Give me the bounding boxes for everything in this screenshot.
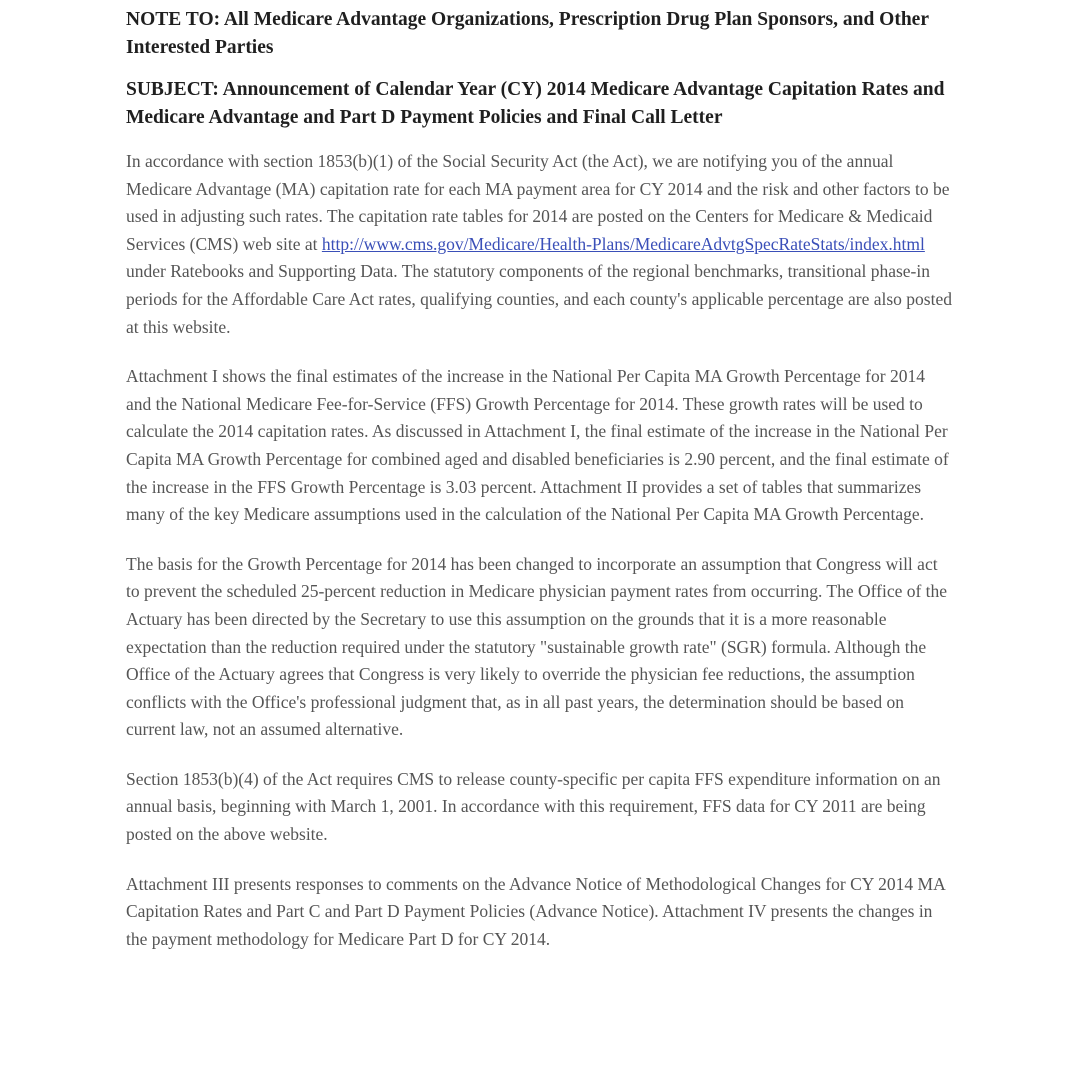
memo-subject: SUBJECT: Announcement of Calendar Year (CY) 2014 Medicare Advantage Capitation Rates and Medicare Advantage and Part D Payment Policies and Final Call Letter bbox=[126, 79, 945, 128]
paragraph-ffs-data: Section 1853(b)(4) of the Act requires CMS to release county-specific per capita FFS expenditure information on an annual basis, beginning with March 1, 2001. In accordance with this requirement, FFS data for CY 2011 are being posted on the above website. bbox=[126, 768, 941, 845]
paragraph-attachments: Attachment III presents responses to comments on the Advance Notice of Methodological Changes for CY 2014 MA Capitation Rates and Part C and Part D Payment Policies (Advance Notice). Attachment IV presents the changes in the payment methodology for Medicare Part D for CY 2014. bbox=[126, 873, 945, 949]
memo-note-to: NOTE TO: All Medicare Advantage Organizations, Prescription Drug Plan Sponsors, and Other Interested Parties bbox=[126, 9, 929, 58]
paragraph-text: In accordance with section 1853(b)(1) of the Social Security Act (the Act), we are notifying you of the annual Medicare Advantage (MA) capitation rate for each MA payment area for CY 2014 and the risk and other factors to be used in adjusting such rates. The capitation rate tables for 2014 are posted on the Centers for Medicare & Medicaid Services (CMS) web site at bbox=[126, 151, 950, 254]
document-page bbox=[126, 6, 952, 1080]
paragraph-growth-estimates: Attachment I shows the final estimates of the increase in the National Per Capita MA Growth Percentage for 2014 and the National Medicare Fee-for-Service (FFS) Growth Percentage for 2014. These growth rates will be used to calculate the 2014 capitation rates. As discussed in Attachment I, the final estimate of the increase in the National Per Capita MA Growth Percentage for combined aged and disabled beneficiaries is 2.90 percent, and the final estimate of the increase in the FFS Growth Percentage is 3.03 percent. Attachment II provides a set of tables that summarizes many of the key Medicare assumptions used in the calculation of the National Per Capita MA Growth Percentage. bbox=[126, 366, 949, 525]
cms-ratebooks-link[interactable]: http://www.cms.gov/Medicare/Health-Plans/MedicareAdvtgSpecRateStats/index.html bbox=[321, 233, 925, 254]
paragraph-physician-payment: The basis for the Growth Percentage for 2014 has been changed to incorporate an assumption that Congress will act to prevent the scheduled 25-percent reduction in Medicare physician payment rates from occurring. The Office of the Actuary has been directed by the Secretary to use this assumption on the grounds that it is a more reasonable expectation than the reduction required under the statutory "sustainable growth rate" (SGR) formula. Although the Office of the Actuary agrees that Congress is very likely to override the physician fee reductions, the assumption conflicts with the Office's professional judgment that, as in all past years, the determination should be based on current law, not an assumed alternative. bbox=[126, 553, 948, 740]
paragraph-rates-notice bbox=[126, 148, 952, 341]
paragraph-text: under Ratebooks and Supporting Data. The statutory components of the regional benchmarks, transitional phase-in periods for the Affordable Care Act rates, qualifying counties, and each county's applicable percentage are also posted at this website. bbox=[126, 261, 952, 337]
